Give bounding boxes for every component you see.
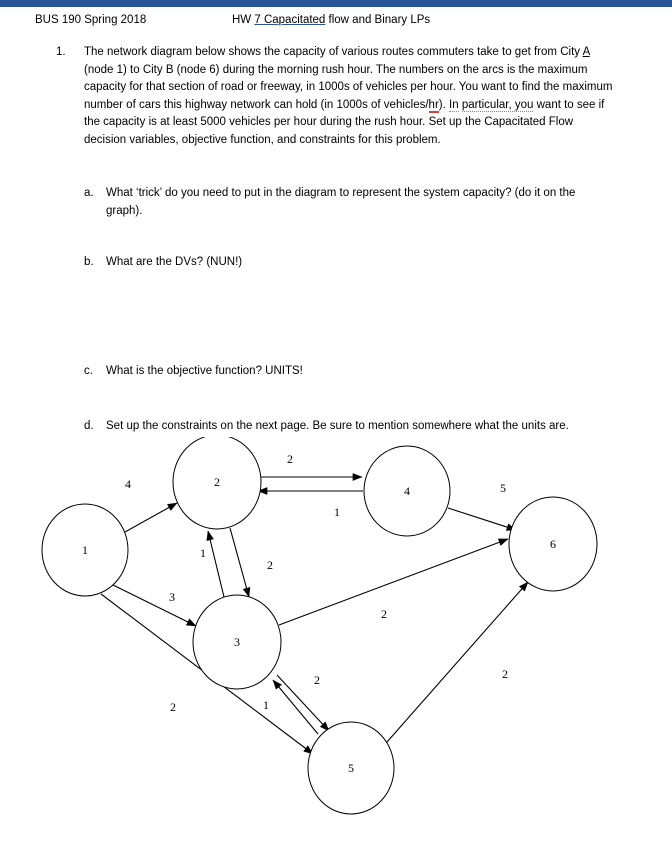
edge-2-to-3 bbox=[230, 528, 249, 597]
edge-3-to-6 bbox=[279, 539, 508, 625]
edge-capacity-5-3: 1 bbox=[263, 698, 269, 712]
network-diagram-svg bbox=[0, 437, 672, 855]
subquestion-d bbox=[84, 418, 614, 436]
network-diagram bbox=[0, 437, 672, 855]
edge-1-to-2 bbox=[125, 503, 177, 532]
node-label-6: 6 bbox=[550, 537, 556, 551]
question-line-7: problem. bbox=[395, 133, 441, 146]
grammarcheck-phrase-particular: particular, you bbox=[461, 98, 534, 111]
subquestion-d-text: Set up the constraints on the next page. Be sure to mention somewhere what the units are. bbox=[106, 420, 569, 432]
edge-1-to-3 bbox=[113, 585, 196, 626]
node-label-2: 2 bbox=[214, 475, 220, 489]
header-assignment-label bbox=[232, 14, 430, 26]
top-blue-bar bbox=[0, 0, 672, 7]
question-line-6: Set up the Capacitated Flow decision variables, objective function, and constraints for this bbox=[84, 116, 574, 146]
question-line-3: maximum capacity for that section of road or freeway, in 1000s of vehicles per hour. You want bbox=[84, 63, 588, 94]
subquestion-b bbox=[84, 254, 614, 272]
header-hw-prefix: HW bbox=[232, 14, 255, 26]
edge-capacity-3-6: 2 bbox=[381, 607, 387, 621]
node-2 bbox=[173, 437, 261, 529]
node-label-5: 5 bbox=[348, 761, 354, 775]
edge-capacity-4-6: 5 bbox=[500, 481, 506, 495]
node-6 bbox=[509, 497, 597, 591]
question-body bbox=[84, 44, 616, 150]
subquestion-b-label: b. bbox=[84, 256, 94, 268]
node-1 bbox=[42, 504, 128, 596]
node-label-4: 4 bbox=[404, 484, 410, 498]
edge-3-to-2 bbox=[208, 531, 224, 597]
edge-capacity-2-4: 2 bbox=[287, 452, 293, 466]
subquestion-d-label: d. bbox=[84, 420, 94, 432]
header-course-label: BUS 190 Spring 2018 bbox=[35, 14, 147, 26]
node-label-3: 3 bbox=[234, 635, 240, 649]
question-line-2b: (node 1) to City B (node 6) during the morning rush hour. The numbers on the arcs is the bbox=[84, 63, 535, 76]
header-hw-number: 7 Capacitated bbox=[254, 14, 326, 26]
header-hw-suffix: flow and Binary LPs bbox=[325, 14, 431, 26]
question-number: 1. bbox=[56, 46, 66, 58]
subquestion-c-text: What is the objective function? UNITS! bbox=[106, 365, 303, 377]
edge-capacity-1-3: 3 bbox=[169, 590, 175, 604]
subquestion-c-label: c. bbox=[84, 365, 93, 377]
question-line-1: The network diagram below shows the capacity of various routes commuters take to get from bbox=[84, 46, 557, 58]
spellcheck-word-hr: hr bbox=[428, 98, 439, 111]
edge-capacity-1-2: 4 bbox=[125, 477, 131, 491]
edge-5-to-3 bbox=[273, 680, 318, 734]
edge-capacity-5-6: 2 bbox=[502, 667, 508, 681]
edge-capacity-2-3: 2 bbox=[267, 558, 273, 572]
question-city-a: A bbox=[582, 46, 590, 58]
node-3 bbox=[193, 595, 281, 689]
node-label-1: 1 bbox=[82, 543, 88, 557]
question-line-4a: to find the maximum number of cars this highway network can hold (in 1000s of vehicles/ bbox=[84, 81, 613, 111]
question-line-5b: want to see if the capacity is at least 5000 vehicles per hour during the rush hour. bbox=[84, 98, 605, 129]
grammarcheck-word-in: In bbox=[449, 98, 459, 111]
subquestion-a-text: What ‘trick’ do you need to put in the diagram to represent the system capacity? (do it on the graph). bbox=[106, 187, 576, 217]
question-line-4b: ). bbox=[438, 98, 450, 111]
edge-5-to-6 bbox=[387, 582, 528, 742]
node-5 bbox=[308, 722, 394, 814]
edge-capacity-1-5: 2 bbox=[170, 700, 176, 714]
edge-4-to-6 bbox=[448, 508, 516, 530]
edge-3-to-5 bbox=[277, 675, 329, 731]
subquestion-a bbox=[84, 185, 614, 220]
subquestion-b-text: What are the DVs? (NUN!) bbox=[106, 256, 243, 268]
diagram-edges bbox=[101, 477, 528, 754]
node-4 bbox=[364, 446, 450, 536]
question-1 bbox=[56, 44, 616, 150]
edge-capacity-3-5: 2 bbox=[314, 673, 320, 687]
question-line-2a: City bbox=[560, 46, 583, 58]
document-page bbox=[0, 7, 672, 855]
document-header bbox=[0, 14, 672, 34]
edge-capacity-4-2: 1 bbox=[334, 505, 340, 519]
diagram-nodes bbox=[42, 437, 597, 814]
subquestion-a-label: a. bbox=[84, 187, 94, 199]
subquestion-c bbox=[84, 363, 614, 381]
edge-capacity-3-2: 1 bbox=[200, 546, 206, 560]
